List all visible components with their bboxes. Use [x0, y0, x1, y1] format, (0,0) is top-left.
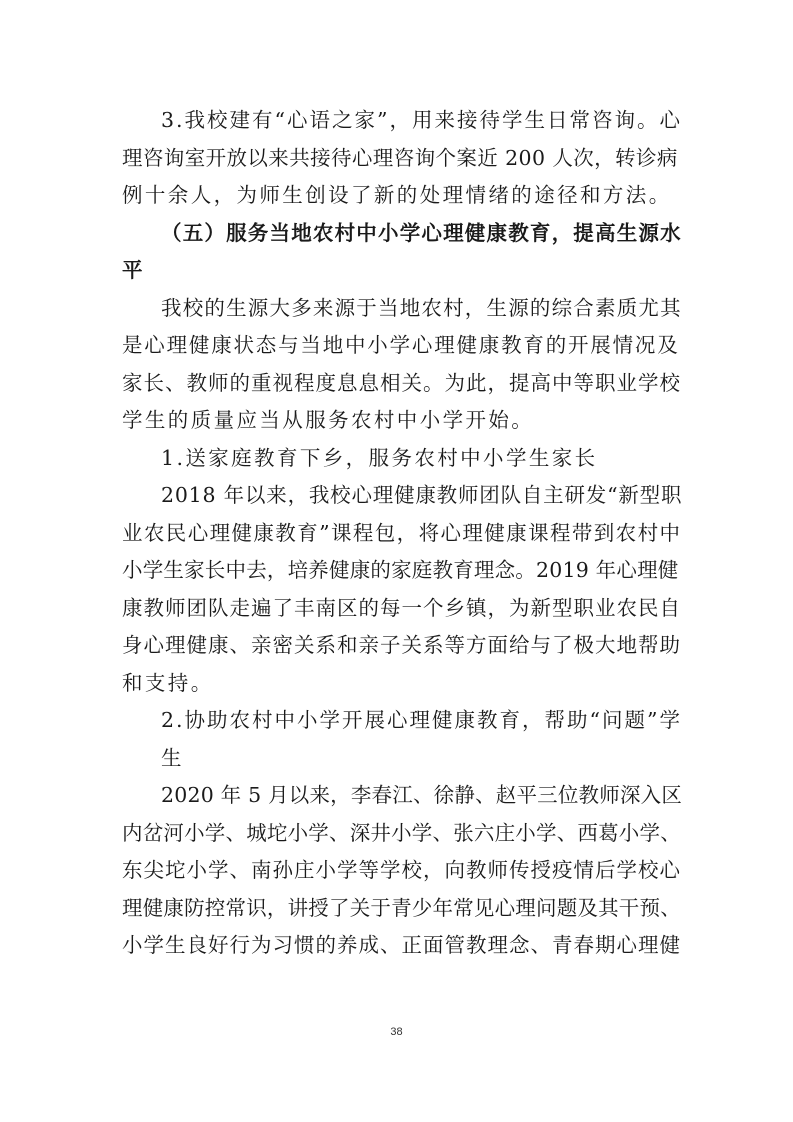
paragraph-line: 家长、教师的重视程度息息相关。为此，提高中等职业学校 — [122, 371, 681, 395]
subheading: 生 — [161, 746, 184, 770]
paragraph-line: 是心理健康状态与当地中小学心理健康教育的开展情况及 — [122, 333, 680, 357]
paragraph-line: 学生的质量应当从服务农村中小学开始。 — [122, 408, 535, 432]
paragraph-line: 2018 年以来，我校心理健康教师团队自主研发“新型职 — [161, 483, 683, 507]
paragraph-line: 身心理健康、亲密关系和亲子关系等方面给与了极大地帮助 — [122, 633, 681, 657]
paragraph-line: 东尖坨小学、南孙庄小学等学校，向教师传授疫情后学校心 — [122, 858, 681, 882]
subheading: 2.协助农村中小学开展心理健康教育，帮助“问题”学 — [161, 708, 683, 732]
paragraph-line: 理健康防控常识，讲授了关于青少年常见心理问题及其干预、 — [122, 896, 681, 920]
paragraph-line: 业农民心理健康教育”课程包，将心理健康课程带到农村中 — [122, 521, 682, 545]
paragraph-line: 理咨询室开放以来共接待心理咨询个案近 200 人次，转诊病 — [122, 146, 678, 170]
section-heading: 平 — [122, 258, 145, 282]
paragraph-line: 内岔河小学、城坨小学、深井小学、张六庄小学、西葛小学、 — [122, 821, 681, 845]
paragraph-line: 和支持。 — [122, 671, 214, 695]
paragraph-line: 例十余人，为师生创设了新的处理情绪的途径和方法。 — [122, 183, 672, 207]
paragraph-line: 康教师团队走遍了丰南区的每一个乡镇，为新型职业农民自 — [122, 596, 681, 620]
paragraph-line: 小学生家长中去，培养健康的家庭教育理念。2019 年心理健 — [122, 558, 679, 582]
paragraph-line: 我校的生源大多来源于当地农村，生源的综合素质尤其 — [161, 296, 682, 320]
paragraph-line: 2020 年 5 月以来，李春江、徐静、赵平三位教师深入区 — [161, 783, 683, 807]
subheading: 1.送家庭教育下乡，服务农村中小学生家长 — [161, 446, 598, 470]
paragraph-line: 3.我校建有“心语之家”，用来接待学生日常咨询。心 — [161, 108, 683, 132]
page-number: 38 — [390, 1026, 403, 1038]
paragraph-line: 小学生良好行为习惯的养成、正面管教理念、青春期心理健 — [122, 933, 681, 957]
section-heading: （五）服务当地农村中小学心理健康教育，提高生源水 — [161, 221, 682, 245]
